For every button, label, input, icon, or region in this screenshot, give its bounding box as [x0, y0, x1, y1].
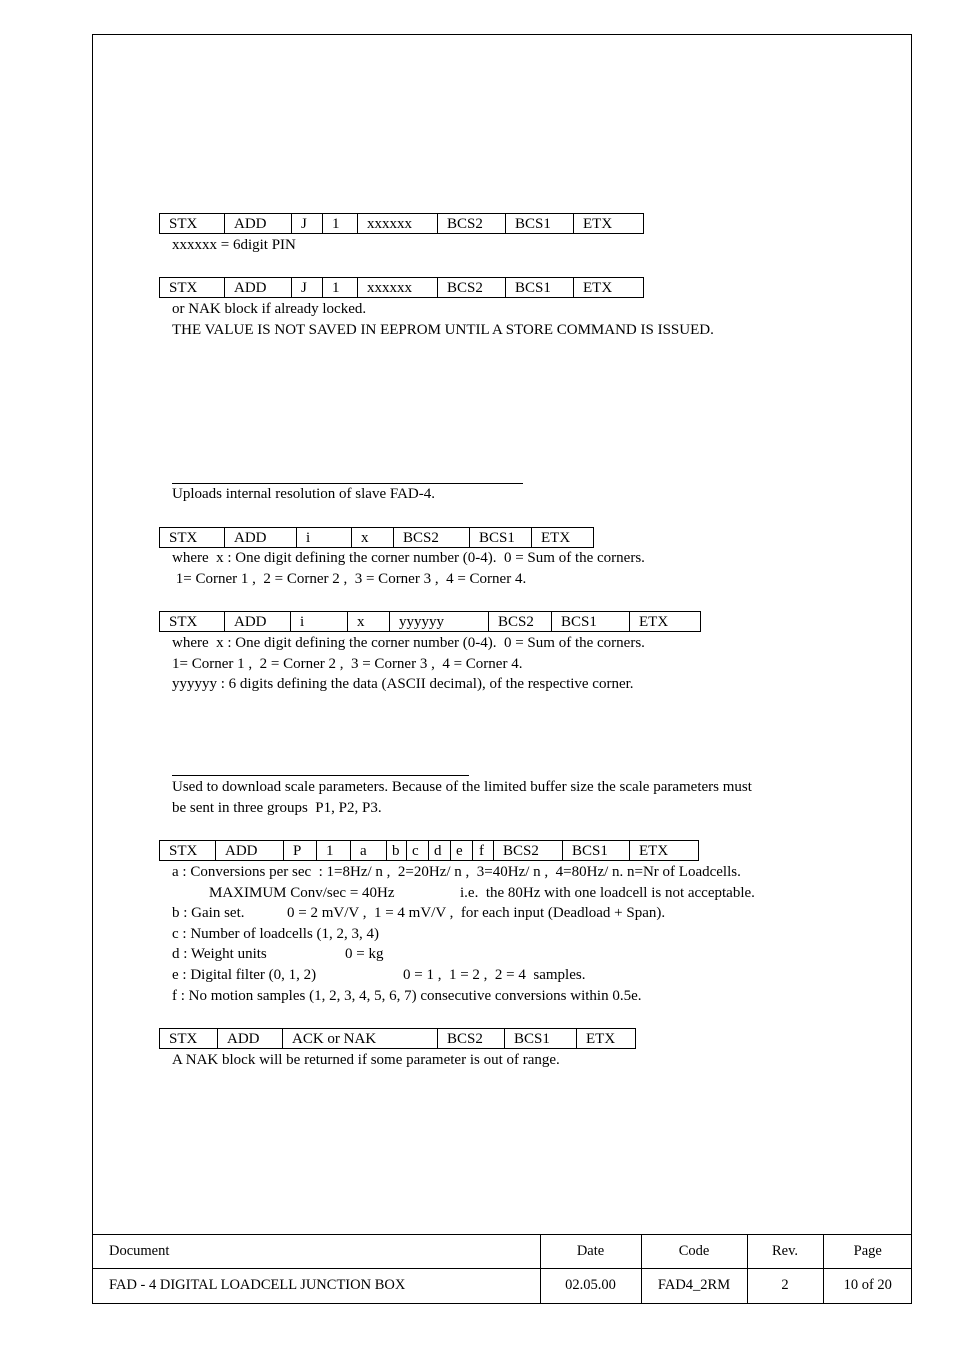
protocol-table-resolution-response — [159, 611, 701, 632]
cell-sub: 1 — [323, 278, 358, 298]
cell-bcs2: BCS2 — [438, 214, 506, 234]
cell-pin: xxxxxx — [358, 278, 438, 298]
cell-etx: ETX — [630, 612, 701, 632]
cell-a: a — [351, 841, 387, 861]
param-f-note: f : No motion samples (1, 2, 3, 4, 5, 6, 7) consecutive conversions within 0.5e. — [172, 988, 642, 1004]
nak-note: or NAK block if already locked. — [172, 301, 367, 317]
cell-d: d — [429, 841, 451, 861]
cell-add: ADD — [216, 841, 284, 861]
protocol-table-pin-response — [159, 277, 644, 298]
cell-corner: x — [352, 528, 394, 548]
protocol-table-scale-response — [159, 1028, 636, 1049]
cell-bcs1: BCS1 — [563, 841, 630, 861]
param-d-values: 0 = kg — [345, 946, 384, 962]
param-a-note: a : Conversions per sec : 1=8Hz/ n , 2=20Hz/ n , 3=40Hz/ n , 4=80Hz/ n. n=Nr of Loadcells. — [172, 864, 741, 880]
cell-bcs2: BCS2 — [489, 612, 552, 632]
protocol-table-scale-request — [159, 840, 699, 861]
param-b-values: 0 = 2 mV/V , 1 = 4 mV/V , for each input (Deadload + Span). — [287, 905, 666, 921]
param-d-note: d : Weight units — [172, 946, 267, 962]
cell-bcs1: BCS1 — [552, 612, 630, 632]
cell-cmd: J — [292, 278, 323, 298]
cell-cmd: i — [291, 612, 348, 632]
cell-bcs2: BCS2 — [494, 841, 563, 861]
cell-stx: STX — [160, 1029, 218, 1049]
nak-range-note: A NAK block will be returned if some parameter is out of range. — [172, 1052, 560, 1068]
cell-corner: x — [348, 612, 390, 632]
cell-sub: 1 — [323, 214, 358, 234]
cell-bcs1: BCS1 — [506, 214, 574, 234]
footer-date-label: Date — [540, 1235, 641, 1269]
cell-etx: ETX — [532, 528, 594, 548]
scale-description: be sent in three groups P1, P2, P3. — [172, 800, 382, 816]
param-e-note: e : Digital filter (0, 1, 2) — [172, 967, 317, 983]
cell-add: ADD — [225, 528, 297, 548]
cell-cmd: P — [284, 841, 317, 861]
cell-etx: ETX — [630, 841, 699, 861]
cell-data: yyyyyy — [390, 612, 489, 632]
corner-note: where x : One digit defining the corner number (0-4). 0 = Sum of the corners. — [172, 550, 645, 566]
footer-date: 02.05.00 — [540, 1269, 641, 1303]
param-e-values: 0 = 1 , 1 = 2 , 2 = 4 samples. — [403, 967, 586, 983]
cell-bcs1: BCS1 — [470, 528, 532, 548]
protocol-table-resolution-request — [159, 527, 594, 548]
cell-stx: STX — [160, 841, 216, 861]
cell-add: ADD — [225, 612, 291, 632]
cell-group: 1 — [317, 841, 351, 861]
cell-cmd: J — [292, 214, 323, 234]
max-conv-example: i.e. the 80Hz with one loadcell is not acceptable. — [460, 885, 755, 901]
cell-stx: STX — [160, 278, 225, 298]
heading-rule — [172, 775, 469, 776]
corner-note: where x : One digit defining the corner number (0-4). 0 = Sum of the corners. — [172, 635, 645, 651]
resolution-description: Uploads internal resolution of slave FAD-4. — [172, 486, 436, 502]
cell-e: e — [451, 841, 473, 861]
cell-b: b — [387, 841, 407, 861]
cell-stx: STX — [160, 528, 225, 548]
eeprom-warning: THE VALUE IS NOT SAVED IN EEPROM UNTIL A STORE COMMAND IS ISSUED. — [172, 322, 714, 338]
cell-etx: ETX — [577, 1029, 636, 1049]
cell-f: f — [473, 841, 494, 861]
cell-ack-nak: ACK or NAK — [283, 1029, 438, 1049]
footer-rev-label: Rev. — [747, 1235, 823, 1269]
cell-add: ADD — [225, 214, 292, 234]
corner-list: 1= Corner 1 , 2 = Corner 2 , 3 = Corner 3 , 4 = Corner 4. — [172, 656, 523, 672]
footer-rev: 2 — [747, 1269, 823, 1303]
footer-document-title: FAD - 4 DIGITAL LOADCELL JUNCTION BOX — [92, 1269, 540, 1303]
cell-stx: STX — [160, 612, 225, 632]
cell-c: c — [407, 841, 429, 861]
cell-bcs2: BCS2 — [438, 278, 506, 298]
cell-bcs1: BCS1 — [506, 278, 574, 298]
protocol-table-set-pin — [159, 213, 644, 234]
scale-description: Used to download scale parameters. Because of the limited buffer size the scale parameters must — [172, 779, 752, 795]
pin-note: xxxxxx = 6digit PIN — [172, 237, 296, 253]
cell-bcs2: BCS2 — [394, 528, 470, 548]
data-note: yyyyyy : 6 digits defining the data (ASCII decimal), of the respective corner. — [172, 676, 634, 692]
footer-page-number: 10 of 20 — [823, 1269, 912, 1303]
max-conv-note: MAXIMUM Conv/sec = 40Hz — [194, 885, 395, 901]
footer-document-label: Document — [92, 1235, 540, 1269]
cell-stx: STX — [160, 214, 225, 234]
corner-list: 1= Corner 1 , 2 = Corner 2 , 3 = Corner 3 , 4 = Corner 4. — [172, 571, 527, 587]
param-c-note: c : Number of loadcells (1, 2, 3, 4) — [172, 926, 380, 942]
footer-code: FAD4_2RM — [641, 1269, 747, 1303]
cell-pin: xxxxxx — [358, 214, 438, 234]
footer-code-label: Code — [641, 1235, 747, 1269]
document-footer — [92, 1234, 912, 1303]
cell-add: ADD — [225, 278, 292, 298]
cell-bcs2: BCS2 — [438, 1029, 505, 1049]
cell-bcs1: BCS1 — [505, 1029, 577, 1049]
footer-page-label: Page — [823, 1235, 912, 1269]
cell-add: ADD — [218, 1029, 283, 1049]
cell-etx: ETX — [574, 214, 644, 234]
param-b-note: b : Gain set. — [172, 905, 245, 921]
cell-cmd: i — [297, 528, 352, 548]
cell-etx: ETX — [574, 278, 644, 298]
